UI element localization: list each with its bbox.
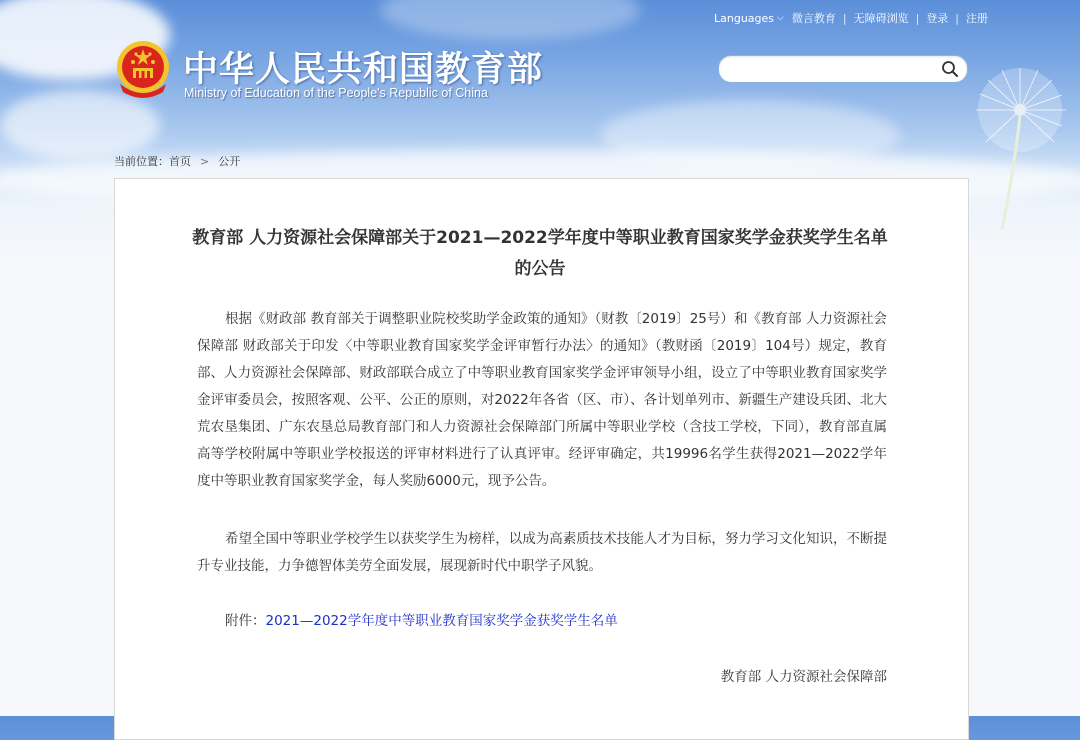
search-input[interactable] <box>731 56 945 82</box>
attachment-link[interactable]: 2021—2022学年度中等职业教育国家奖学金获奖学生名单 <box>265 613 618 629</box>
nav-divider: | <box>955 11 960 25</box>
breadcrumb-current[interactable]: 公开 <box>218 155 241 168</box>
chevron-right-icon: > <box>200 154 210 168</box>
site-title[interactable]: 中华人民共和国教育部 <box>183 50 544 90</box>
languages-menu[interactable]: Languages <box>714 11 775 25</box>
register-link[interactable]: 注册 <box>966 12 989 25</box>
login-link[interactable]: 登录 <box>926 12 949 25</box>
national-emblem-icon[interactable] <box>114 40 172 100</box>
chevron-down-icon[interactable]: ⌵ <box>777 13 784 23</box>
attachment-label: 附件： <box>225 613 266 629</box>
accessibility-link[interactable]: 无障碍浏览 <box>853 12 909 25</box>
top-nav <box>714 10 988 26</box>
weiyan-link[interactable]: 微言教育 <box>791 12 836 25</box>
nav-divider: | <box>915 11 920 25</box>
article-card <box>114 178 969 740</box>
nav-divider: | <box>842 11 847 25</box>
breadcrumb-home[interactable]: 首页 <box>169 155 191 168</box>
article-title: 教育部 人力资源社会保障部关于2021—2022学年度中等职业教育国家奖学金获奖学生名单的公告 <box>192 228 888 279</box>
article-paragraph: 希望全国中等职业学校学生以获奖学生为榜样，以成为高素质技术技能人才为目标，努力学习文化知识，不断提升专业技能，力争德智体美劳全面发展，展现新时代中职学子风貌。 <box>197 531 887 574</box>
article-paragraph: 根据《财政部 教育部关于调整职业院校奖助学金政策的通知》（财教〔2019〕25号）和《教育部 人力资源社会保障部 财政部关于印发〈中等职业教育国家奖学金评审暂行办法〉的通知》（教财函〔2019〕104号）规定，教育部、人力资源社会保障部、财政部联合成立了中等职业教育国家奖学金评审领导小组，设立了中等职业教育国家奖学金评审委员会，按照客观、公平、公正的原则，对2022年各省（区、市）、各计划单列市、新疆生产建设兵团、北大荒农垦集团、广东农垦总局教育部门和人力资源社会保障部门所属中等职业学校（含技工学校，下同），教育部直属高等学校附属中等职业学校报送的评审材料进行了认真评审。经评审确定，共19996名学生获得2021—2022学年度中等职业教育国家奖学金，每人奖励6000元，现予公告。 <box>197 311 887 489</box>
cloud-decoration <box>0 90 160 160</box>
search-icon[interactable] <box>941 60 959 78</box>
search-box <box>718 55 968 83</box>
breadcrumb <box>114 153 240 169</box>
site-subtitle: Ministry of Education of the People's Republic of China <box>184 86 488 100</box>
cloud-decoration <box>380 0 640 40</box>
article-signature: 教育部 人力资源社会保障部 <box>720 669 887 685</box>
dandelion-decoration <box>962 60 1072 230</box>
breadcrumb-label: 当前位置： <box>114 155 169 168</box>
attachment-line <box>225 609 618 629</box>
